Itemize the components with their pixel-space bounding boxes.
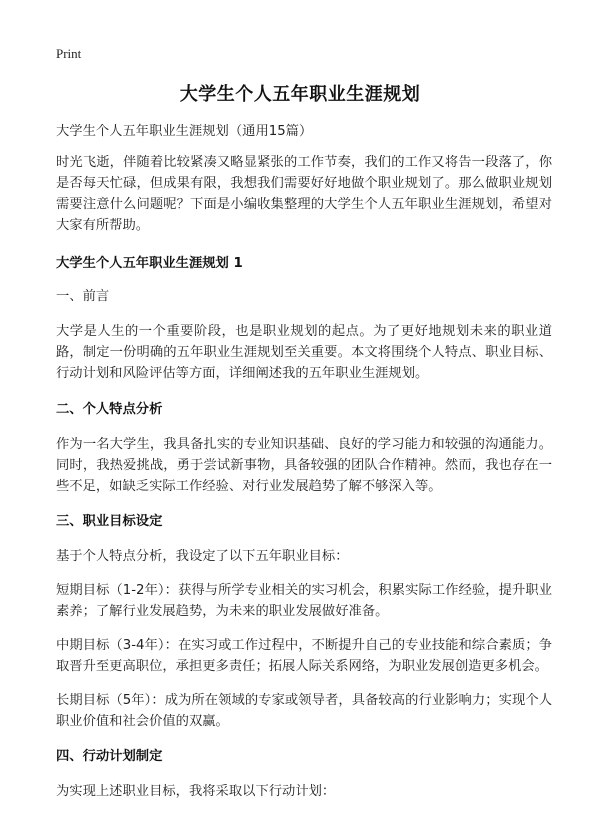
subtitle: 大学生个人五年职业生涯规划（通用15篇）: [56, 124, 313, 139]
part2-paragraph: 作为一名大学生，我具备扎实的专业知识基础、良好的学习能力和较强的沟通能力。同时，我热爱挑战，勇于尝试新事物，具备较强的团队合作精神。然而，我也存在一些不足，如缺乏实际工作经验、对行业发展趋势了解不够深入等。: [56, 437, 552, 494]
goal-long-term: 长期目标（5年）：成为所在领域的专家或领导者，具备较高的行业影响力；实现个人职业价值和社会价值的双赢。: [56, 693, 552, 729]
part1-paragraph: 大学是人生的一个重要阶段，也是职业规划的起点。为了更好地规划未来的职业道路，制定一份明确的五年职业生涯规划至关重要。本文将围绕个人特点、职业目标、行动计划和风险评估等方面，详细阐述我的五年职业生涯规划。: [56, 324, 552, 381]
print-link[interactable]: Print: [56, 46, 82, 61]
part4-intro: 为实现上述职业目标，我将采取以下行动计划：: [56, 784, 336, 799]
goal-short-term: 短期目标（1-2年）：获得与所学专业相关的实习机会，积累实际工作经验，提升职业素养；了解行业发展趋势，为未来的职业发展做好准备。: [56, 583, 552, 619]
goal-mid-term: 中期目标（3-4年）：在实习或工作过程中，不断提升自己的专业技能和综合素质；争取晋升至更高职位，承担更多责任；拓展人际关系网络，为职业发展创造更多机会。: [56, 638, 552, 674]
part3-intro: 基于个人特点分析，我设定了以下五年职业目标：: [56, 549, 349, 564]
page-title: 大学生个人五年职业生涯规划: [179, 84, 421, 105]
part1-heading: 一、前言: [56, 289, 110, 304]
part2-heading: 二、个人特点分析: [56, 402, 163, 417]
section-heading-1: 大学生个人五年职业生涯规划 1: [56, 256, 243, 271]
part3-heading: 三、职业目标设定: [56, 514, 163, 529]
part4-heading: 四、行动计划制定: [56, 749, 163, 764]
document-body: [56, 121, 552, 802]
intro-paragraph: 时光飞逝，伴随着比较紧凑又略显紧张的工作节奏，我们的工作又将告一段落了，你是否每天忙碌，但成果有限，我想我们需要好好地做个职业规划了。那么做职业规划需要注意什么问题呢？下面是小编收集整理的大学生个人五年职业生涯规划，希望对大家有所帮助。: [56, 155, 552, 233]
